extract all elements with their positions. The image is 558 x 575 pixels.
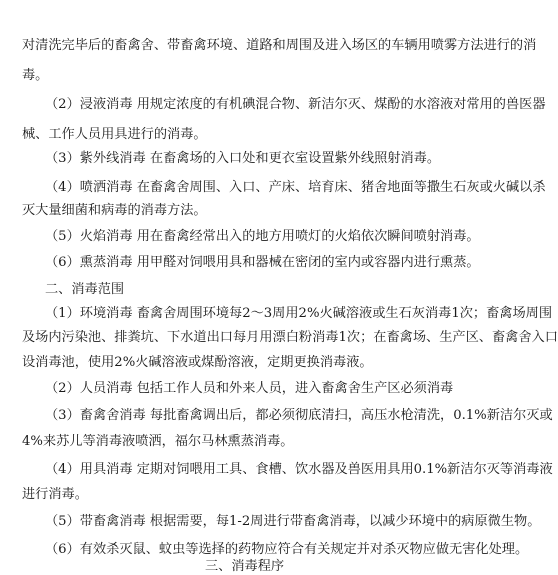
- text-line: （5）带畜禽消毒 根据需要，每1-2周进行带畜禽消毒，以减少环境中的病原微生物。: [45, 514, 541, 529]
- text-line: （4）用具消毒 定期对饲喂用工具、食槽、饮水器及兽医用具用0.1%新洁尔灭等消毒液: [45, 462, 553, 477]
- text-line: （3）畜禽舍消毒 每批畜禽调出后，都必须彻底清扫，高压水枪清洗，0.1%新洁尔灭或: [45, 408, 553, 423]
- text-line: （5）火焰消毒 用在畜禽经常出入的地方用喷灯的火焰依次瞬间喷射消毒。: [45, 229, 480, 244]
- text-line: 进行消毒。: [22, 487, 88, 502]
- text-line: （6）有效杀灭鼠、蚊虫等选择的药物应符合有关规定并对杀灭物应做无害化处理。: [45, 542, 529, 557]
- text-line: 及场内污染池、排粪坑、下水道出口每月用漂白粉消毒1次；在畜禽场、生产区、畜禽舍入口: [22, 330, 558, 345]
- text-line: 设消毒池，使用2%火碱溶液或煤酚溶液，定期更换消毒液。: [22, 355, 373, 370]
- cut-off-heading: 三、消毒程序: [205, 559, 285, 574]
- text-line: （1）环境消毒 畜禽舍周围环境每2～3周用2%火碱溶液或生石灰消毒1次；畜禽场周围: [45, 306, 553, 321]
- text-line: 灭大量细菌和病毒的消毒方法。: [22, 203, 207, 218]
- text-line: （4）喷洒消毒 在畜禽舍周围、入口、产床、培育床、猪舍地面等撒生石灰或火碱以杀: [45, 180, 546, 195]
- text-line: （2）浸液消毒 用规定浓度的有机碘混合物、新洁尔灭、煤酚的水溶液对常用的兽医器: [45, 97, 546, 112]
- text-line: 毒。: [22, 68, 49, 83]
- text-line: （2）人员消毒 包括工作人员和外来人员，进入畜禽舍生产区必须消毒: [45, 381, 454, 396]
- text-line: （6）熏蒸消毒 用甲醛对饲喂用具和器械在密闭的室内或容器内进行熏蒸。: [45, 255, 480, 270]
- text-line: 械、工作人员用具进行的消毒。: [22, 127, 207, 142]
- text-line: 对清洗完毕后的畜禽舍、带畜禽环境、道路和周围及进入场区的车辆用喷雾方法进行的消: [22, 38, 537, 53]
- text-line: （3）紫外线消毒 在畜禽场的入口处和更衣室设置紫外线照射消毒。: [45, 151, 441, 166]
- text-line: 二、消毒范围: [45, 282, 125, 297]
- text-line: 4%来苏儿等消毒液喷洒，福尔马林熏蒸消毒。: [22, 434, 294, 449]
